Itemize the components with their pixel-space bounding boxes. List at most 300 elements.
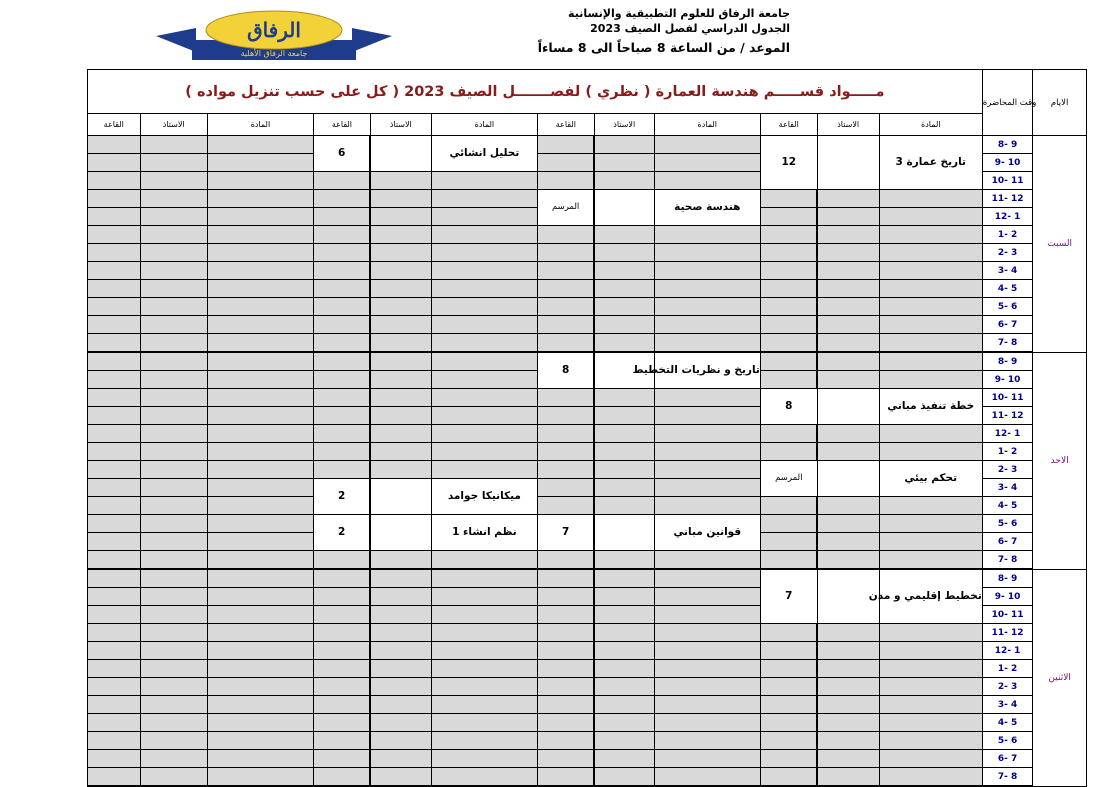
- empty-cell: [207, 461, 313, 479]
- empty-cell: [654, 569, 760, 588]
- empty-cell: [760, 660, 817, 678]
- empty-cell: [817, 678, 879, 696]
- empty-cell: [207, 389, 313, 407]
- empty-cell: [207, 642, 313, 660]
- empty-cell: [537, 461, 594, 479]
- schedule-name: الجدول الدراسي لفصل الصيف 2023: [590, 22, 790, 35]
- empty-cell: [654, 244, 760, 262]
- empty-cell: [88, 479, 141, 497]
- empty-cell: [760, 515, 817, 533]
- empty-cell: [817, 768, 879, 787]
- empty-cell: [370, 226, 431, 244]
- col-subject-4: المادة: [207, 114, 313, 136]
- empty-cell: [817, 642, 879, 660]
- empty-cell: [431, 280, 537, 298]
- empty-cell: [314, 461, 371, 479]
- schedule-row: [88, 334, 1087, 353]
- empty-cell: [760, 497, 817, 515]
- empty-cell: [207, 262, 313, 280]
- empty-cell: [594, 678, 654, 696]
- time-slot: 1- 2: [982, 226, 1032, 244]
- empty-cell: [431, 425, 537, 443]
- empty-cell: [654, 479, 760, 497]
- room-cell: 2: [314, 479, 371, 515]
- empty-cell: [431, 732, 537, 750]
- schedule-row: [88, 714, 1087, 732]
- empty-cell: [88, 298, 141, 316]
- empty-cell: [314, 190, 371, 208]
- empty-cell: [370, 334, 431, 353]
- teacher-cell: [594, 515, 654, 551]
- schedule-row: [88, 750, 1087, 768]
- empty-cell: [207, 750, 313, 768]
- empty-cell: [140, 588, 207, 606]
- empty-cell: [654, 389, 760, 407]
- col-room-4: القاعة: [88, 114, 141, 136]
- empty-cell: [594, 407, 654, 425]
- empty-cell: [314, 750, 371, 768]
- empty-cell: [207, 208, 313, 226]
- column-header-row: [88, 114, 1087, 136]
- empty-cell: [370, 208, 431, 226]
- empty-cell: [431, 371, 537, 389]
- empty-cell: [314, 569, 371, 588]
- empty-cell: [207, 551, 313, 570]
- empty-cell: [140, 226, 207, 244]
- empty-cell: [207, 732, 313, 750]
- empty-cell: [140, 624, 207, 642]
- empty-cell: [370, 551, 431, 570]
- empty-cell: [370, 588, 431, 606]
- empty-cell: [314, 551, 371, 570]
- empty-cell: [207, 443, 313, 461]
- empty-cell: [431, 389, 537, 407]
- empty-cell: [431, 750, 537, 768]
- empty-cell: [654, 226, 760, 244]
- empty-cell: [88, 407, 141, 425]
- empty-cell: [817, 334, 879, 353]
- time-slot: 3- 4: [982, 696, 1032, 714]
- time-slot: 3- 4: [982, 262, 1032, 280]
- time-slot: 4- 5: [982, 280, 1032, 298]
- empty-cell: [314, 407, 371, 425]
- empty-cell: [431, 714, 537, 732]
- empty-cell: [654, 154, 760, 172]
- empty-cell: [140, 280, 207, 298]
- room-cell: المرسم: [537, 190, 594, 226]
- empty-cell: [594, 696, 654, 714]
- time-slot: 9- 10: [982, 154, 1032, 172]
- empty-cell: [370, 606, 431, 624]
- empty-cell: [654, 334, 760, 353]
- room-cell: 8: [537, 352, 594, 389]
- subject-cell: تاريخ و نظريات التخطيط: [654, 352, 760, 389]
- empty-cell: [879, 208, 982, 226]
- empty-cell: [654, 551, 760, 570]
- empty-cell: [140, 696, 207, 714]
- university-logo: [156, 10, 392, 66]
- empty-cell: [817, 244, 879, 262]
- empty-cell: [140, 334, 207, 353]
- empty-cell: [654, 750, 760, 768]
- empty-cell: [207, 533, 313, 551]
- empty-cell: [760, 750, 817, 768]
- empty-cell: [654, 316, 760, 334]
- col-room-2: القاعة: [537, 114, 594, 136]
- empty-cell: [537, 569, 594, 588]
- room-cell: 8: [760, 389, 817, 425]
- empty-cell: [140, 732, 207, 750]
- empty-cell: [88, 190, 141, 208]
- empty-cell: [140, 660, 207, 678]
- time-header: وقت المحاضرة: [982, 70, 1032, 136]
- empty-cell: [594, 660, 654, 678]
- empty-cell: [654, 678, 760, 696]
- time-slot: 8- 9: [982, 136, 1032, 154]
- empty-cell: [314, 768, 371, 787]
- schedule-row: [88, 352, 1087, 371]
- empty-cell: [760, 334, 817, 353]
- empty-cell: [760, 352, 817, 371]
- empty-cell: [140, 172, 207, 190]
- empty-cell: [140, 389, 207, 407]
- empty-cell: [88, 226, 141, 244]
- empty-cell: [207, 515, 313, 533]
- empty-cell: [879, 371, 982, 389]
- empty-cell: [594, 750, 654, 768]
- subject-cell: هندسة صحية: [654, 190, 760, 226]
- empty-cell: [879, 533, 982, 551]
- empty-cell: [431, 316, 537, 334]
- time-slot: 11- 12: [982, 407, 1032, 425]
- empty-cell: [760, 262, 817, 280]
- time-slot: 1- 2: [982, 660, 1032, 678]
- empty-cell: [431, 461, 537, 479]
- empty-cell: [760, 696, 817, 714]
- empty-cell: [314, 280, 371, 298]
- empty-cell: [817, 660, 879, 678]
- empty-cell: [879, 696, 982, 714]
- empty-cell: [431, 696, 537, 714]
- empty-cell: [370, 190, 431, 208]
- schedule-row: [88, 732, 1087, 750]
- empty-cell: [88, 551, 141, 570]
- schedule-row: [88, 642, 1087, 660]
- empty-cell: [760, 208, 817, 226]
- empty-cell: [431, 569, 537, 588]
- empty-cell: [654, 768, 760, 787]
- empty-cell: [140, 262, 207, 280]
- schedule-row: [88, 226, 1087, 244]
- table-title: مـــــواد قســـــم هندسة العمارة ( نظري ) لفصـــــــل الصيف 2023 ( كل على حسب تنزيل مواده ): [88, 70, 983, 114]
- schedule-row: [88, 136, 1087, 154]
- empty-cell: [370, 371, 431, 389]
- empty-cell: [431, 352, 537, 371]
- empty-cell: [537, 244, 594, 262]
- empty-cell: [594, 642, 654, 660]
- schedule-row: [88, 551, 1087, 570]
- empty-cell: [594, 389, 654, 407]
- empty-cell: [140, 533, 207, 551]
- schedule-row: [88, 768, 1087, 787]
- empty-cell: [817, 624, 879, 642]
- empty-cell: [594, 244, 654, 262]
- empty-cell: [594, 606, 654, 624]
- schedule-row: [88, 190, 1087, 208]
- empty-cell: [431, 244, 537, 262]
- empty-cell: [594, 298, 654, 316]
- empty-cell: [88, 425, 141, 443]
- empty-cell: [817, 714, 879, 732]
- empty-cell: [314, 172, 371, 190]
- empty-cell: [879, 298, 982, 316]
- subject-cell: خطة تنفيذ مباني: [879, 389, 982, 425]
- room-cell: 12: [760, 136, 817, 190]
- schedule-row: [88, 624, 1087, 642]
- empty-cell: [879, 768, 982, 787]
- empty-cell: [207, 425, 313, 443]
- time-slot: 8- 9: [982, 569, 1032, 588]
- empty-cell: [314, 262, 371, 280]
- empty-cell: [537, 280, 594, 298]
- empty-cell: [370, 425, 431, 443]
- empty-cell: [879, 714, 982, 732]
- empty-cell: [817, 750, 879, 768]
- empty-cell: [760, 768, 817, 787]
- empty-cell: [594, 714, 654, 732]
- empty-cell: [370, 407, 431, 425]
- empty-cell: [431, 208, 537, 226]
- col-subject-1: المادة: [879, 114, 982, 136]
- empty-cell: [370, 443, 431, 461]
- teacher-cell: [370, 136, 431, 172]
- empty-cell: [140, 678, 207, 696]
- empty-cell: [537, 497, 594, 515]
- empty-cell: [431, 298, 537, 316]
- empty-cell: [817, 316, 879, 334]
- empty-cell: [817, 352, 879, 371]
- empty-cell: [207, 479, 313, 497]
- subject-cell: نظم انشاء 1: [431, 515, 537, 551]
- subject-cell: تحكم بيئي: [879, 461, 982, 497]
- empty-cell: [370, 280, 431, 298]
- empty-cell: [88, 352, 141, 371]
- subject-cell: قوانين مباني: [654, 515, 760, 551]
- empty-cell: [314, 389, 371, 407]
- schedule-row: [88, 443, 1087, 461]
- empty-cell: [537, 479, 594, 497]
- empty-cell: [760, 371, 817, 389]
- empty-cell: [760, 624, 817, 642]
- empty-cell: [817, 208, 879, 226]
- time-slot: 7- 8: [982, 768, 1032, 787]
- empty-cell: [817, 425, 879, 443]
- empty-cell: [314, 714, 371, 732]
- room-cell: 7: [760, 569, 817, 624]
- subject-cell: تخطيط إقليمي و مدن: [879, 569, 982, 624]
- empty-cell: [370, 172, 431, 190]
- empty-cell: [140, 154, 207, 172]
- empty-cell: [817, 497, 879, 515]
- schedule-row: [88, 389, 1087, 407]
- empty-cell: [760, 642, 817, 660]
- empty-cell: [654, 660, 760, 678]
- time-slot: 2- 3: [982, 244, 1032, 262]
- empty-cell: [314, 696, 371, 714]
- empty-cell: [207, 334, 313, 353]
- empty-cell: [879, 642, 982, 660]
- empty-cell: [654, 714, 760, 732]
- empty-cell: [760, 280, 817, 298]
- empty-cell: [431, 551, 537, 570]
- empty-cell: [654, 172, 760, 190]
- empty-cell: [370, 624, 431, 642]
- empty-cell: [314, 642, 371, 660]
- schedule-timing: الموعد / من الساعة 8 صباحاً الى 8 مساءاً: [537, 40, 790, 55]
- empty-cell: [817, 533, 879, 551]
- empty-cell: [594, 588, 654, 606]
- empty-cell: [207, 624, 313, 642]
- schedule-row: [88, 497, 1087, 515]
- time-slot: 10- 11: [982, 606, 1032, 624]
- empty-cell: [760, 244, 817, 262]
- empty-cell: [370, 262, 431, 280]
- empty-cell: [140, 768, 207, 787]
- time-slot: 4- 5: [982, 497, 1032, 515]
- empty-cell: [879, 678, 982, 696]
- empty-cell: [207, 172, 313, 190]
- time-slot: 9- 10: [982, 588, 1032, 606]
- empty-cell: [314, 732, 371, 750]
- empty-cell: [431, 443, 537, 461]
- empty-cell: [314, 226, 371, 244]
- empty-cell: [537, 172, 594, 190]
- empty-cell: [537, 226, 594, 244]
- empty-cell: [370, 316, 431, 334]
- empty-cell: [88, 768, 141, 787]
- empty-cell: [207, 768, 313, 787]
- empty-cell: [140, 443, 207, 461]
- empty-cell: [314, 316, 371, 334]
- empty-cell: [88, 696, 141, 714]
- empty-cell: [760, 533, 817, 551]
- empty-cell: [594, 624, 654, 642]
- schedule-row: [88, 298, 1087, 316]
- empty-cell: [207, 371, 313, 389]
- col-teacher-1: الاستاذ: [817, 114, 879, 136]
- time-slot: 12- 1: [982, 425, 1032, 443]
- empty-cell: [140, 371, 207, 389]
- empty-cell: [314, 425, 371, 443]
- empty-cell: [370, 298, 431, 316]
- empty-cell: [88, 497, 141, 515]
- time-slot: 9- 10: [982, 371, 1032, 389]
- empty-cell: [594, 497, 654, 515]
- empty-cell: [314, 660, 371, 678]
- schedule-row: [88, 461, 1087, 479]
- empty-cell: [594, 425, 654, 443]
- empty-cell: [431, 642, 537, 660]
- empty-cell: [370, 642, 431, 660]
- empty-cell: [537, 732, 594, 750]
- empty-cell: [314, 298, 371, 316]
- empty-cell: [140, 606, 207, 624]
- empty-cell: [537, 262, 594, 280]
- empty-cell: [88, 172, 141, 190]
- empty-cell: [594, 479, 654, 497]
- empty-cell: [537, 588, 594, 606]
- time-slot: 5- 6: [982, 515, 1032, 533]
- empty-cell: [207, 352, 313, 371]
- empty-cell: [760, 714, 817, 732]
- time-slot: 5- 6: [982, 298, 1032, 316]
- empty-cell: [879, 190, 982, 208]
- schedule-row: [88, 515, 1087, 533]
- logo-name: الرفاق: [247, 18, 301, 42]
- time-slot: 10- 11: [982, 389, 1032, 407]
- empty-cell: [654, 624, 760, 642]
- col-subject-2: المادة: [654, 114, 760, 136]
- empty-cell: [537, 136, 594, 154]
- time-slot: 7- 8: [982, 551, 1032, 570]
- empty-cell: [314, 678, 371, 696]
- empty-cell: [654, 696, 760, 714]
- empty-cell: [760, 190, 817, 208]
- empty-cell: [88, 461, 141, 479]
- empty-cell: [207, 678, 313, 696]
- subject-cell: ميكانيكا جوامد: [431, 479, 537, 515]
- empty-cell: [879, 497, 982, 515]
- empty-cell: [314, 624, 371, 642]
- time-slot: 4- 5: [982, 714, 1032, 732]
- empty-cell: [370, 569, 431, 588]
- time-slot: 6- 7: [982, 750, 1032, 768]
- empty-cell: [140, 208, 207, 226]
- empty-cell: [88, 533, 141, 551]
- empty-cell: [431, 334, 537, 353]
- empty-cell: [140, 515, 207, 533]
- empty-cell: [537, 316, 594, 334]
- empty-cell: [594, 461, 654, 479]
- empty-cell: [207, 226, 313, 244]
- empty-cell: [760, 425, 817, 443]
- empty-cell: [207, 588, 313, 606]
- col-teacher-3: الاستاذ: [370, 114, 431, 136]
- col-teacher-4: الاستاذ: [140, 114, 207, 136]
- empty-cell: [88, 371, 141, 389]
- empty-cell: [537, 443, 594, 461]
- empty-cell: [370, 461, 431, 479]
- empty-cell: [594, 768, 654, 787]
- empty-cell: [760, 732, 817, 750]
- empty-cell: [314, 371, 371, 389]
- empty-cell: [654, 588, 760, 606]
- time-slot: 10- 11: [982, 172, 1032, 190]
- empty-cell: [370, 389, 431, 407]
- empty-cell: [537, 678, 594, 696]
- empty-cell: [88, 316, 141, 334]
- empty-cell: [88, 569, 141, 588]
- empty-cell: [537, 660, 594, 678]
- empty-cell: [594, 443, 654, 461]
- empty-cell: [431, 407, 537, 425]
- empty-cell: [140, 479, 207, 497]
- empty-cell: [817, 226, 879, 244]
- empty-cell: [594, 732, 654, 750]
- empty-cell: [654, 262, 760, 280]
- empty-cell: [207, 407, 313, 425]
- empty-cell: [594, 316, 654, 334]
